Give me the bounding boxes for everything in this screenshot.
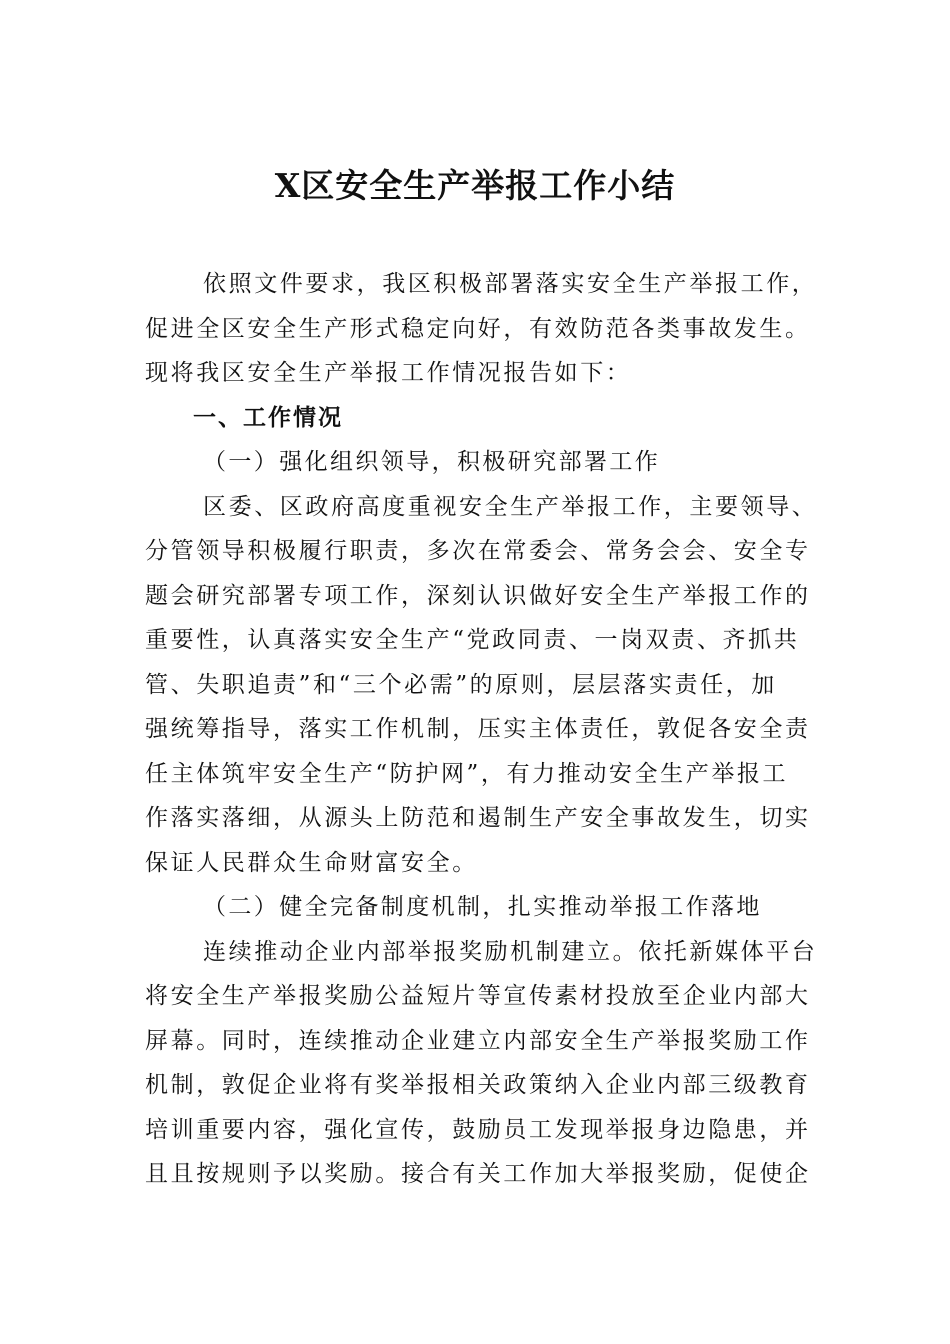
paragraph-intro-line-3: 现将我区安全生产举报工作情况报告如下：: [145, 360, 632, 386]
subsection-heading-2: （二）健全完备制度机制，扎实推动举报工作落地: [203, 894, 762, 920]
paragraph-1-line-1: 区委、区政府高度重视安全生产举报工作，主要领导、: [203, 493, 818, 520]
paragraph-intro-line-1: 依照文件要求，我区积极部署落实安全生产举报工作，: [203, 271, 818, 297]
paragraph-intro-line-2: 促进全区安全生产形式稳定向好，有效防范各类事故发生。: [145, 315, 811, 342]
paragraph-1-line-7: 任主体筑牢安全生产“防护网”，有力推动安全生产举报工: [145, 760, 789, 787]
paragraph-1-line-6: 强统筹指导，落实工作机制，压实主体责任，敦促各安全责: [145, 716, 811, 742]
paragraph-1-line-2: 分管领导积极履行职责，多次在常委会、常务会会、安全专: [145, 538, 811, 564]
paragraph-1-line-4: 重要性，认真落实安全生产“党政同责、一岗双责、齐抓共: [145, 627, 800, 653]
paragraph-1-line-3: 题会研究部署专项工作，深刻认识做好安全生产举报工作的: [145, 582, 811, 609]
subsection-heading-1: （一）强化组织领导，积极研究部署工作: [203, 449, 661, 475]
paragraph-2-line-1: 连续推动企业内部举报奖励机制建立。依托新媒体平台: [203, 938, 818, 965]
section-heading-work-status: 一、工作情况: [193, 404, 343, 431]
paragraph-2-line-4: 机制，敦促企业将有奖举报相关政策纳入企业内部三级教育: [145, 1072, 811, 1098]
paragraph-1-line-8: 作落实落细，从源头上防范和遏制生产安全事故发生，切实: [145, 805, 811, 831]
paragraph-2-line-5: 培训重要内容，强化宣传，鼓励员工发现举报身边隐患，并: [145, 1116, 811, 1143]
paragraph-1-line-9: 保证人民群众生命财富安全。: [145, 849, 478, 876]
paragraph-1-line-5: 管、失职追责”和“三个必需”的原则，层层落实责任，加: [145, 671, 777, 698]
paragraph-2-line-3: 屏幕。同时，连续推动企业建立内部安全生产举报奖励工作: [145, 1027, 811, 1054]
paragraph-2-line-6: 且且按规则予以奖励。接合有关工作加大举报奖励，促使企: [145, 1161, 811, 1187]
document-body: [145, 262, 823, 1197]
document-title: X区安全生产举报工作小结: [274, 166, 676, 205]
paragraph-2-line-2: 将安全生产举报奖励公益短片等宣传素材投放至企业内部大: [145, 983, 811, 1009]
